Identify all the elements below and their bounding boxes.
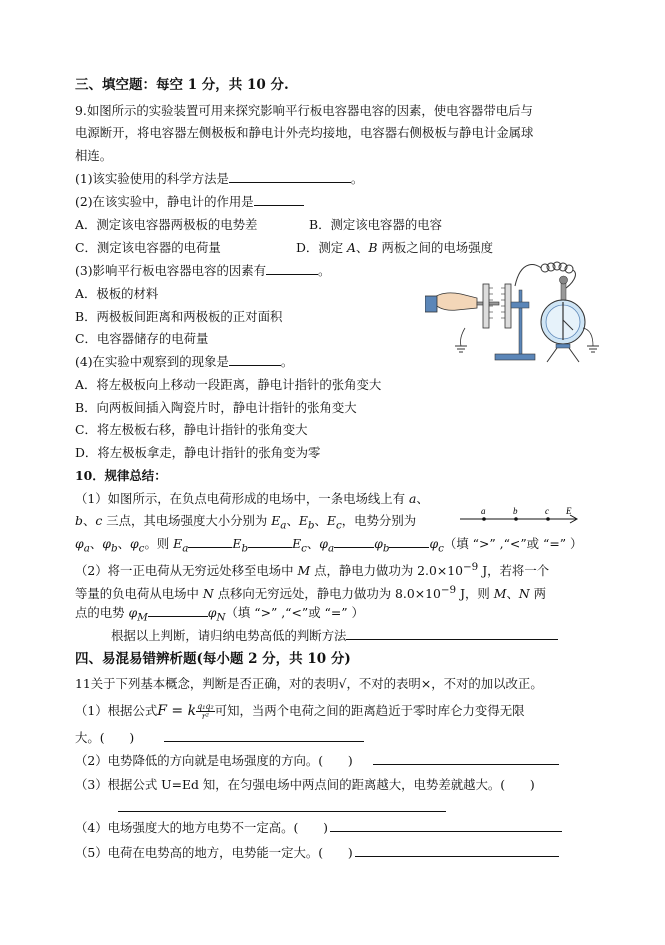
frac-numerator: q₁q₂ [197,702,214,711]
q10-line3 [75,536,582,556]
label-c: c [545,506,549,516]
sub-c: c [301,542,307,555]
q10-l6a-text: 点的电势 [75,605,129,620]
q9-part1-blank[interactable] [229,171,351,183]
sym-E: E [173,536,183,551]
comma: 、 [82,513,96,528]
q9-part3-blank[interactable] [266,263,318,275]
comma: 、 [506,586,519,602]
label-b: b [513,506,518,516]
option-D-pre: D．测定 [296,240,348,255]
blank-Eb-Ec[interactable] [248,536,292,548]
q11-item5 [75,845,559,861]
sym-phi: φ [319,536,328,551]
item2-text: （2）电势降低的方向就是电场强度的方向。( ) [75,753,353,768]
sym-E: E [292,536,302,551]
item4-text: （4）电场强度大的地方电势不一定高。( ) [75,820,328,835]
blank-phiM-phiN[interactable] [148,605,208,617]
q10-l4-text: （2）将一正电荷从无穷远处移至电场中 [75,563,298,579]
section3-title: 三、填空题：每空 1 分，共 10 分. [75,77,289,93]
q11-item1-cont [75,730,364,746]
sub-b: b [382,542,390,555]
method-blank[interactable] [346,628,558,640]
sub-b: b [110,542,118,555]
q9-part2-text: (2)在该实验中，静电计的作用是 [75,194,254,209]
coulomb-fraction [196,702,215,721]
item5-text: （5）电荷在电势高的地方，电势能一定大。( ) [75,845,353,860]
q9-part4-option-A: A．将左极板向上移动一段距离，静电计指针的张角变大 [75,377,382,392]
sym-phi: φ [207,605,217,620]
sub-a: a [182,542,189,555]
comma: 、 [286,513,299,528]
q9-part2-blank[interactable] [254,194,304,206]
blank-phib-phic[interactable] [389,536,429,548]
q9-part1 [75,171,363,187]
sym-phi: φ [374,536,383,551]
q10-title: 10．规律总结： [75,468,167,483]
q11-item1 [75,702,525,721]
q10-l2-text: 三点，其电场强度大小分别为 [102,513,272,528]
sub-M: M [137,611,148,624]
electric-field-line-figure [458,505,580,527]
q9-part2-option-A: A．测定该电容器两极板的电势差 [75,217,258,232]
q10-line2 [75,513,416,533]
sym-N: N [202,586,214,602]
fill-hint: （填 “>” ,“<”或 “=” ） [443,536,583,551]
blank-Ea-Eb[interactable] [188,536,232,548]
q10-l5c-text: J，则 [456,586,494,602]
sym-phi: φ [102,536,111,551]
sym-phi: φ [129,536,139,551]
sym-a: a [408,491,417,506]
q9-stem-line3: 相连。 [75,148,113,163]
q11-item3: （3）根据公式 U=Ed 知，在匀强电场中两点间的距离越大，电势差就越大。( ) [75,777,535,792]
q9-part2-option-C: C．测定该电容器的电荷量 [75,240,221,255]
q10-line6 [75,605,364,625]
sub-N: N [216,611,226,624]
symbol-A: A [347,240,356,255]
sub-a: a [280,519,287,532]
comma: 、 [89,536,103,551]
q10-l7-text: 根据以上判断，请归纳电势高低的判断方法 [111,628,347,643]
q9-part2-option-B: B．测定该电容器的电容 [309,217,443,232]
fill-hint: （填 “>” ,“<”或 “=” ） [225,605,364,620]
q9-part4-option-C: C．将左极板右移，静电计指针的张角变大 [75,422,308,437]
q9-part4-option-B: B．向两板间插入陶瓷片时，静电计指针的张角变大 [75,400,357,415]
exponent: −9 [463,561,479,573]
sym-E: E [232,536,242,551]
q10-line5 [75,582,546,602]
comma: 、 [117,536,130,551]
q10-line1 [75,491,429,507]
q9-part3-option-C: C．电容器储存的电荷量 [75,331,209,346]
sym-N: N [518,586,530,602]
capacitor-electrometer-figure [425,250,605,370]
q11-item4 [75,820,562,836]
q10-l5a-text: 等量的负电荷从电场中 [75,586,203,602]
item1-text: （1）根据公式 [75,703,158,718]
sym-E: E [271,513,281,528]
sym-b: b [75,513,83,528]
q10-l1-text: （1）如图所示，在负点电荷形成的电场中，一条电场线上有 [75,491,409,506]
sub-b: b [307,519,315,532]
comma: 、 [306,536,320,551]
sym-F: F [157,703,167,719]
sym-E: E [326,513,336,528]
q9-stem-line1: 9.如图所示的实验装置可用来探究影响平行板电容器电容的因素，使电容器带电后与 [75,103,533,118]
item4-correction-blank[interactable] [330,820,562,832]
sym-M: M [297,563,311,579]
section4-title: 四、易混易错辨析题(每小题 2 分，共 10 分) [75,651,351,667]
q9-part2 [75,194,304,210]
q9-part3-text: (3)影响平行板电容器电容的因素有 [75,263,267,278]
q10-l5d-text: 两 [529,586,547,602]
q9-part4 [75,354,293,370]
comma: 、 [314,513,327,528]
sub-a: a [83,542,90,555]
q9-part4-blank[interactable] [229,354,281,366]
q10-line7 [111,628,558,644]
q10-l4c-text: J，若将一个 [478,563,550,579]
q9-part3-end: 。 [318,263,331,278]
symbol-B: B [368,240,378,255]
sub-b: b [241,542,249,555]
sym-phi: φ [128,605,138,620]
q9-part4-text: (4)在实验中观察到的现象是 [75,354,229,369]
sym-k: k [187,703,197,719]
item1-correction-blank[interactable] [164,730,364,742]
sep: 、 [356,240,369,255]
q9-part1-end: 。 [350,171,364,186]
q10-line4 [75,559,549,579]
q11-item2 [75,753,559,769]
comma: 、 [416,491,429,506]
sym-phi: φ [75,536,84,551]
blank-phia-phib[interactable] [334,536,374,548]
q9-part4-option-D: D．将左极板拿走，静电计指针的张角变为零 [75,445,321,460]
sub-c: c [438,542,444,555]
q9-part1-text: (1)该实验使用的科学方法是 [75,171,229,186]
label-E: E [566,506,572,516]
sym-M: M [493,586,507,602]
sym-E: E [298,513,308,528]
label-a: a [481,506,486,516]
equals: = [166,703,188,719]
frac-denominator: r² [201,712,209,721]
q9-stem-line2: 电源断开，将电容器左侧极板和静电计外壳均接地，电容器右侧极板与静电计金属球 [75,125,534,140]
item5-correction-blank[interactable] [355,845,559,857]
item2-correction-blank[interactable] [373,753,559,765]
option-D-post: 两板之间的电场强度 [377,240,493,255]
q10-l4b-text: 点，静电力做功为 2.0×10 [310,563,464,579]
sub-c: c [335,519,342,532]
q10-l2b-text: ，电势分别为 [341,513,417,528]
item1-text3: 大。( ) [75,730,135,745]
q9-part4-end: 。 [280,354,294,369]
item1-text2: 可知，当两个电荷之间的距离趋近于零时库仑力变得无限 [214,703,525,718]
q11-item3-line [118,800,446,816]
q9-part3 [75,263,330,279]
sub-c: c [138,542,145,555]
exponent: −9 [440,584,457,596]
sym-phi: φ [429,536,439,551]
item3-correction-blank[interactable] [118,800,446,812]
q11-stem: 11关于下列基本概念，判断是否正确，对的表明√，不对的表明×，不对的加以改正。 [75,676,543,691]
sym-c: c [95,513,103,528]
q9-part3-option-B: B．两极板间距离和两极板的正对面积 [75,309,283,324]
then-text: 。则 [144,536,174,551]
sub-a: a [327,542,335,555]
q9-part3-option-A: A．极板的材料 [75,286,159,301]
q10-l5b-text: 点移向无穷远处，静电力做功为 8.0×10 [213,586,441,602]
